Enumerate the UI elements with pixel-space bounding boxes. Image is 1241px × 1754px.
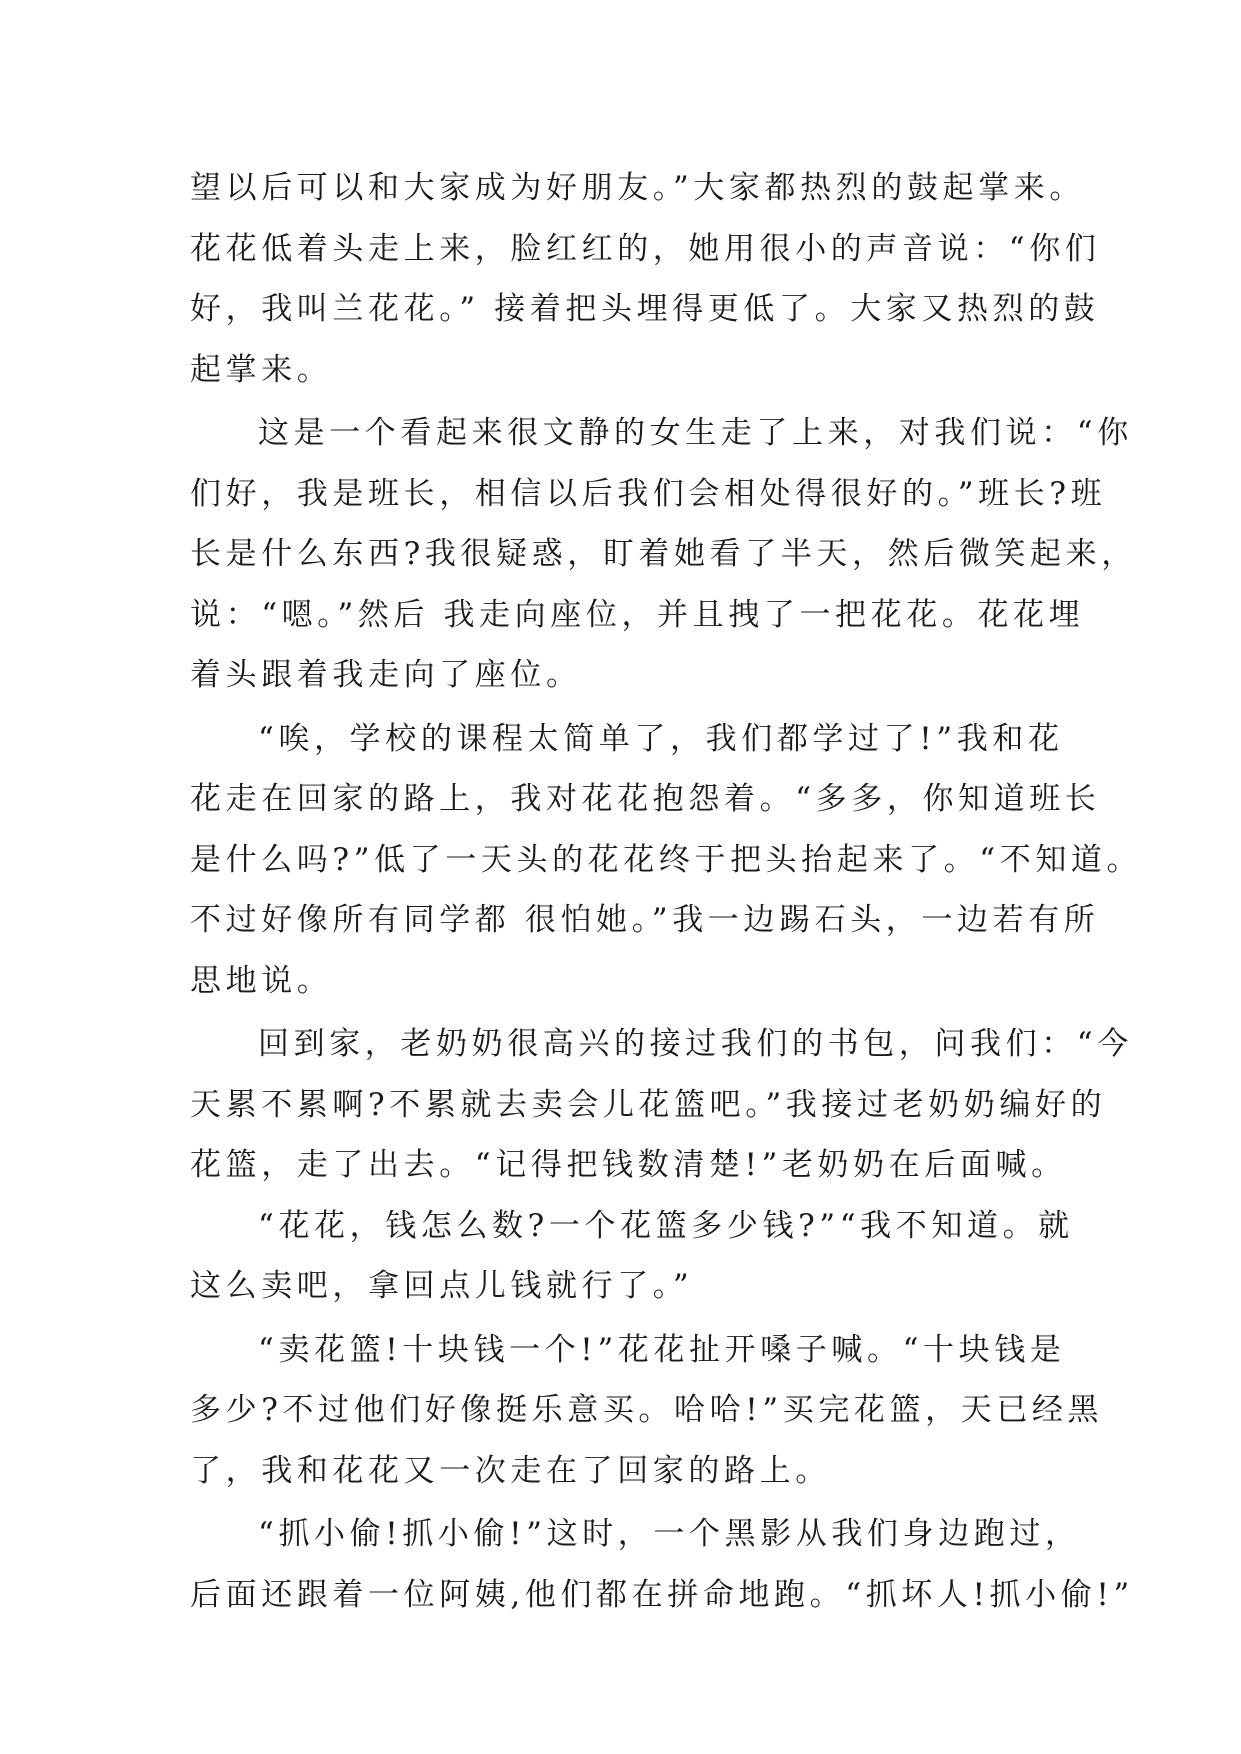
text-line-18: “花花，钱怎么数?一个花篮多少钱?”“我不知道。就 (258, 1207, 1074, 1244)
text-line-4: 起掌来。 (190, 351, 333, 388)
text-line-11: 花走在回家的路上，我对花花抱怨着。“多多，你知道班长 (190, 781, 1101, 817)
text-line-6: 们好，我是班长，相信以后我们会相处得很好的。”班长?班 (190, 475, 1107, 512)
text-line-14: 思地说。 (190, 962, 333, 999)
text-line-3: 好，我叫兰花花。” 接着把头埋得更低了。大家又热烈的鼓 (190, 291, 1100, 327)
text-line-7: 长是什么东西?我很疑惑，盯着她看了半天，然后微笑起来， (190, 536, 1137, 572)
text-line-21: 多少?不过他们好像挺乐意买。哈哈!”买完花篮，天已经黑 (190, 1392, 1104, 1428)
text-line-2: 花花低着头走上来，脸红红的，她用很小的声音说：“你们 (190, 230, 1101, 267)
text-line-23: “抓小偷!抓小偷!”这时，一个黑影从我们身边跑过， (258, 1516, 1081, 1552)
text-line-17: 花篮，走了出去。“记得把钱数清楚!”老奶奶在后面喊。 (190, 1147, 1067, 1183)
text-line-9: 着头跟着我走向了座位。 (190, 657, 582, 693)
text-line-8: 说：“嗯。”然后 我走向座位，并且拽了一把花花。花花埋 (190, 596, 1085, 633)
text-line-10: “唉，学校的课程太简单了，我们都学过了!”我和花 (258, 720, 1064, 757)
text-line-19: 这么卖吧，拿回点儿钱就行了。” (190, 1268, 694, 1304)
text-line-24: 后面还跟着一位阿姨,他们都在拼命地跑。“抓坏人!抓小偷!” (190, 1576, 1134, 1613)
text-line-12: 是什么吗?”低了一天头的花花终于把头抬起来了。“不知道。 (190, 841, 1143, 878)
text-line-15: 回到家，老奶奶很高兴的接过我们的书包，问我们：“今 (258, 1026, 1133, 1062)
text-line-16: 天累不累啊?不累就去卖会儿花篮吧。”我接过老奶奶编好的 (190, 1086, 1107, 1123)
text-line-5: 这是一个看起来很文静的女生走了上来，对我们说：“你 (258, 415, 1133, 451)
text-line-20: “卖花篮!十块钱一个!”花花扯开嗓子喊。“十块钱是 (258, 1331, 1066, 1368)
text-line-1: 望以后可以和大家成为好朋友。”大家都热烈的鼓起掌来。 (190, 170, 1085, 206)
document-body (190, 158, 1143, 1625)
text-line-13: 不过好像所有同学都 很怕她。”我一边踢石头，一边若有所 (190, 902, 1100, 938)
text-line-22: 了，我和花花又一次走在了回家的路上。 (190, 1452, 831, 1489)
